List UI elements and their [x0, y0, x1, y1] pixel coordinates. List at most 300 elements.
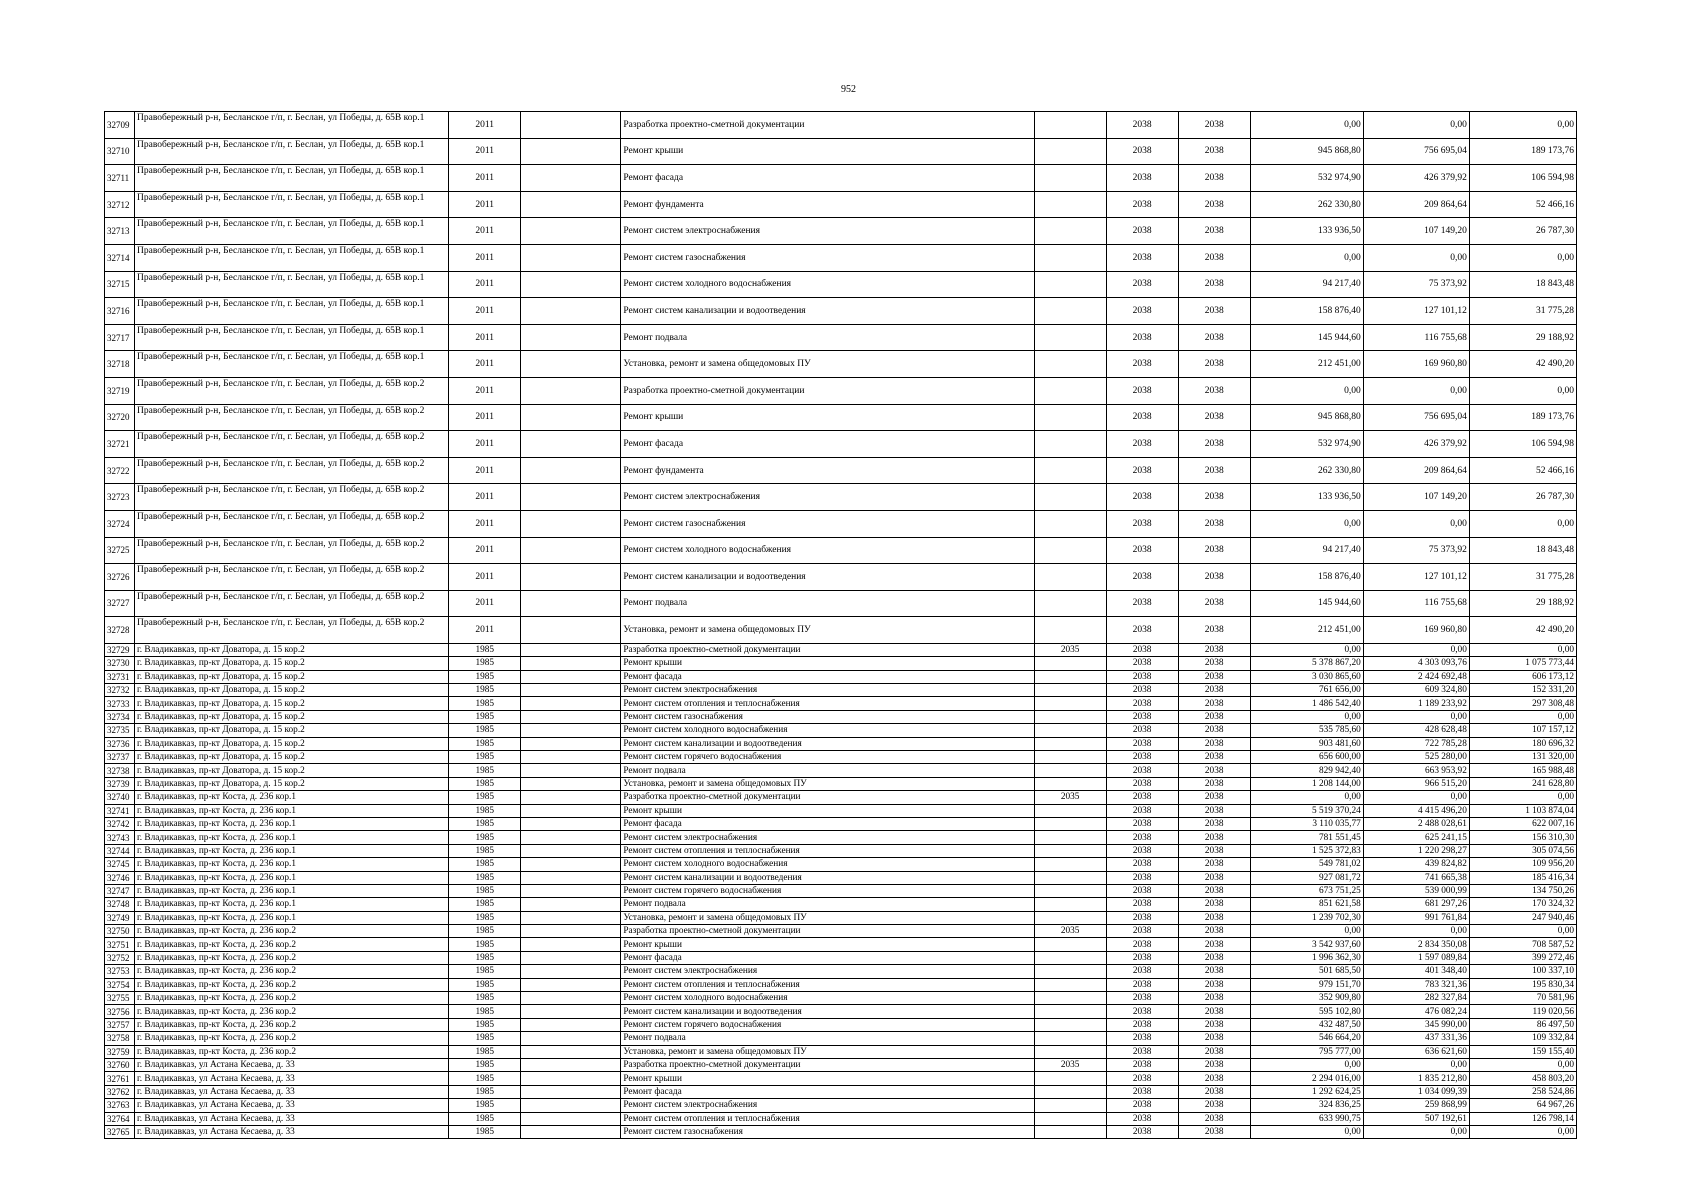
- fund-cost-cell: 0,00: [1363, 925, 1469, 938]
- fund-cost-cell: 756 695,04: [1363, 404, 1469, 431]
- end-year-cell: 2038: [1178, 751, 1250, 764]
- owners-cost-cell: 0,00: [1469, 710, 1576, 723]
- owners-cost-cell: 180 696,32: [1469, 737, 1576, 750]
- total-cost-cell: 262 330,80: [1250, 191, 1363, 218]
- end-year-cell: 2038: [1178, 697, 1250, 710]
- year-built-cell: 1985: [449, 737, 521, 750]
- start-year-cell: 2038: [1106, 978, 1178, 991]
- year-built-cell: 2011: [449, 537, 521, 564]
- work-type-cell: Ремонт систем газоснабжения: [621, 710, 1034, 723]
- fund-cost-cell: 127 101,12: [1363, 298, 1469, 325]
- repair-schedule-table: [104, 111, 1577, 1139]
- row-id: 32757: [105, 1018, 135, 1031]
- table-row: [105, 791, 1577, 804]
- table-row: [105, 404, 1577, 431]
- table-row: [105, 324, 1577, 351]
- total-cost-cell: 1 486 542,40: [1250, 697, 1363, 710]
- fund-cost-cell: 282 327,84: [1363, 992, 1469, 1005]
- planned-year-cell: [1034, 484, 1106, 511]
- table-row: [105, 898, 1577, 911]
- table-row: [105, 165, 1577, 192]
- start-year-cell: 2038: [1106, 165, 1178, 192]
- owners-cost-cell: 119 020,56: [1469, 1005, 1576, 1018]
- table-row: [105, 191, 1577, 218]
- row-id: 32726: [105, 564, 135, 591]
- address-cell: г. Владикавказ, ул Астана Кесаева, д. 33: [135, 1125, 449, 1138]
- row-id: 32729: [105, 643, 135, 656]
- work-type-cell: Ремонт систем газоснабжения: [621, 1125, 1034, 1138]
- empty-cell: [521, 1032, 621, 1045]
- table-row: [105, 965, 1577, 978]
- total-cost-cell: 158 876,40: [1250, 298, 1363, 325]
- work-type-cell: Ремонт систем холодного водоснабжения: [621, 537, 1034, 564]
- work-type-cell: Ремонт крыши: [621, 938, 1034, 951]
- row-id: 32752: [105, 951, 135, 964]
- owners-cost-cell: 159 155,40: [1469, 1045, 1576, 1058]
- year-built-cell: 1985: [449, 978, 521, 991]
- empty-cell: [521, 657, 621, 670]
- row-id: 32715: [105, 271, 135, 298]
- work-type-cell: Ремонт крыши: [621, 138, 1034, 165]
- empty-cell: [521, 271, 621, 298]
- table-row: [105, 978, 1577, 991]
- total-cost-cell: 0,00: [1250, 244, 1363, 271]
- work-type-cell: Ремонт систем канализации и водоотведения: [621, 564, 1034, 591]
- end-year-cell: 2038: [1178, 965, 1250, 978]
- address-cell: г. Владикавказ, пр-кт Коста, д. 236 кор.2: [135, 1005, 449, 1018]
- start-year-cell: 2038: [1106, 791, 1178, 804]
- fund-cost-cell: 991 761,84: [1363, 911, 1469, 924]
- fund-cost-cell: 209 864,64: [1363, 191, 1469, 218]
- end-year-cell: 2038: [1178, 844, 1250, 857]
- planned-year-cell: [1034, 1072, 1106, 1085]
- year-built-cell: 2011: [449, 244, 521, 271]
- table-row: [105, 764, 1577, 777]
- owners-cost-cell: 31 775,28: [1469, 564, 1576, 591]
- work-type-cell: Ремонт систем газоснабжения: [621, 510, 1034, 537]
- empty-cell: [521, 951, 621, 964]
- planned-year-cell: [1034, 657, 1106, 670]
- total-cost-cell: 212 451,00: [1250, 351, 1363, 378]
- row-id: 32725: [105, 537, 135, 564]
- start-year-cell: 2038: [1106, 484, 1178, 511]
- owners-cost-cell: 606 173,12: [1469, 670, 1576, 683]
- start-year-cell: 2038: [1106, 191, 1178, 218]
- start-year-cell: 2038: [1106, 112, 1178, 139]
- owners-cost-cell: 42 490,20: [1469, 351, 1576, 378]
- planned-year-cell: [1034, 951, 1106, 964]
- owners-cost-cell: 156 310,30: [1469, 831, 1576, 844]
- start-year-cell: 2038: [1106, 351, 1178, 378]
- owners-cost-cell: 258 524,86: [1469, 1085, 1576, 1098]
- fund-cost-cell: 1 189 233,92: [1363, 697, 1469, 710]
- year-built-cell: 1985: [449, 1005, 521, 1018]
- address-cell: г. Владикавказ, пр-кт Доватора, д. 15 кор.2: [135, 737, 449, 750]
- end-year-cell: 2038: [1178, 724, 1250, 737]
- end-year-cell: 2038: [1178, 804, 1250, 817]
- planned-year-cell: [1034, 710, 1106, 723]
- owners-cost-cell: 18 843,48: [1469, 271, 1576, 298]
- planned-year-cell: [1034, 804, 1106, 817]
- table-row: [105, 925, 1577, 938]
- planned-year-cell: [1034, 844, 1106, 857]
- empty-cell: [521, 858, 621, 871]
- empty-cell: [521, 377, 621, 404]
- address-cell: г. Владикавказ, ул Астана Кесаева, д. 33: [135, 1072, 449, 1085]
- planned-year-cell: [1034, 617, 1106, 644]
- row-id: 32728: [105, 617, 135, 644]
- start-year-cell: 2038: [1106, 1085, 1178, 1098]
- empty-cell: [521, 1005, 621, 1018]
- planned-year-cell: [1034, 858, 1106, 871]
- year-built-cell: 1985: [449, 791, 521, 804]
- address-cell: Правобережный р-н, Бесланское г/п, г. Беслан, ул Победы, д. 65В кор.2: [135, 457, 449, 484]
- empty-cell: [521, 510, 621, 537]
- year-built-cell: 1985: [449, 1045, 521, 1058]
- address-cell: г. Владикавказ, пр-кт Коста, д. 236 кор.2: [135, 1045, 449, 1058]
- total-cost-cell: 158 876,40: [1250, 564, 1363, 591]
- planned-year-cell: [1034, 817, 1106, 830]
- fund-cost-cell: 476 082,24: [1363, 1005, 1469, 1018]
- work-type-cell: Ремонт фасада: [621, 670, 1034, 683]
- end-year-cell: 2038: [1178, 925, 1250, 938]
- total-cost-cell: 0,00: [1250, 1058, 1363, 1071]
- year-built-cell: 1985: [449, 710, 521, 723]
- table-row: [105, 537, 1577, 564]
- end-year-cell: 2038: [1178, 324, 1250, 351]
- planned-year-cell: [1034, 1045, 1106, 1058]
- table-row: [105, 871, 1577, 884]
- owners-cost-cell: 52 466,16: [1469, 191, 1576, 218]
- year-built-cell: 2011: [449, 564, 521, 591]
- end-year-cell: 2038: [1178, 657, 1250, 670]
- owners-cost-cell: 100 337,10: [1469, 965, 1576, 978]
- total-cost-cell: 324 836,25: [1250, 1099, 1363, 1112]
- address-cell: Правобережный р-н, Бесланское г/п, г. Беслан, ул Победы, д. 65В кор.1: [135, 351, 449, 378]
- table-row: [105, 724, 1577, 737]
- empty-cell: [521, 777, 621, 790]
- start-year-cell: 2038: [1106, 764, 1178, 777]
- empty-cell: [521, 244, 621, 271]
- work-type-cell: Ремонт фасада: [621, 165, 1034, 192]
- empty-cell: [521, 817, 621, 830]
- work-type-cell: Разработка проектно-сметной документации: [621, 643, 1034, 656]
- address-cell: г. Владикавказ, ул Астана Кесаева, д. 33: [135, 1085, 449, 1098]
- total-cost-cell: 656 600,00: [1250, 751, 1363, 764]
- owners-cost-cell: 1 103 874,04: [1469, 804, 1576, 817]
- owners-cost-cell: 622 007,16: [1469, 817, 1576, 830]
- empty-cell: [521, 457, 621, 484]
- owners-cost-cell: 0,00: [1469, 244, 1576, 271]
- total-cost-cell: 546 664,20: [1250, 1032, 1363, 1045]
- row-id: 32745: [105, 858, 135, 871]
- fund-cost-cell: 75 373,92: [1363, 537, 1469, 564]
- year-built-cell: 2011: [449, 191, 521, 218]
- row-id: 32713: [105, 218, 135, 245]
- total-cost-cell: 501 685,50: [1250, 965, 1363, 978]
- table-row: [105, 697, 1577, 710]
- fund-cost-cell: 609 324,80: [1363, 684, 1469, 697]
- table-row: [105, 777, 1577, 790]
- address-cell: Правобережный р-н, Бесланское г/п, г. Беслан, ул Победы, д. 65В кор.2: [135, 617, 449, 644]
- fund-cost-cell: 966 515,20: [1363, 777, 1469, 790]
- row-id: 32718: [105, 351, 135, 378]
- start-year-cell: 2038: [1106, 992, 1178, 1005]
- work-type-cell: Установка, ремонт и замена общедомовых ПУ: [621, 617, 1034, 644]
- owners-cost-cell: 126 798,14: [1469, 1112, 1576, 1125]
- address-cell: г. Владикавказ, пр-кт Коста, д. 236 кор.2: [135, 1018, 449, 1031]
- work-type-cell: Ремонт систем отопления и теплоснабжения: [621, 697, 1034, 710]
- address-cell: Правобережный р-н, Бесланское г/п, г. Беслан, ул Победы, д. 65В кор.1: [135, 324, 449, 351]
- start-year-cell: 2038: [1106, 564, 1178, 591]
- row-id: 32751: [105, 938, 135, 951]
- end-year-cell: 2038: [1178, 898, 1250, 911]
- end-year-cell: 2038: [1178, 377, 1250, 404]
- table-row: [105, 710, 1577, 723]
- total-cost-cell: 795 777,00: [1250, 1045, 1363, 1058]
- owners-cost-cell: 458 803,20: [1469, 1072, 1576, 1085]
- row-id: 32727: [105, 590, 135, 617]
- address-cell: Правобережный р-н, Бесланское г/п, г. Беслан, ул Победы, д. 65В кор.2: [135, 484, 449, 511]
- empty-cell: [521, 737, 621, 750]
- total-cost-cell: 212 451,00: [1250, 617, 1363, 644]
- owners-cost-cell: 109 332,84: [1469, 1032, 1576, 1045]
- year-built-cell: 1985: [449, 1099, 521, 1112]
- end-year-cell: 2038: [1178, 431, 1250, 458]
- owners-cost-cell: 241 628,80: [1469, 777, 1576, 790]
- fund-cost-cell: 437 331,36: [1363, 1032, 1469, 1045]
- planned-year-cell: 2035: [1034, 925, 1106, 938]
- fund-cost-cell: 636 621,60: [1363, 1045, 1469, 1058]
- total-cost-cell: 1 208 144,00: [1250, 777, 1363, 790]
- year-built-cell: 1985: [449, 777, 521, 790]
- planned-year-cell: [1034, 165, 1106, 192]
- start-year-cell: 2038: [1106, 298, 1178, 325]
- year-built-cell: 1985: [449, 751, 521, 764]
- address-cell: г. Владикавказ, пр-кт Коста, д. 236 кор.1: [135, 817, 449, 830]
- table-row: [105, 670, 1577, 683]
- page-number: 952: [841, 84, 856, 95]
- fund-cost-cell: 2 488 028,61: [1363, 817, 1469, 830]
- address-cell: г. Владикавказ, пр-кт Коста, д. 236 кор.1: [135, 844, 449, 857]
- address-cell: Правобережный р-н, Бесланское г/п, г. Беслан, ул Победы, д. 65В кор.1: [135, 112, 449, 139]
- work-type-cell: Ремонт подвала: [621, 898, 1034, 911]
- work-type-cell: Ремонт систем электроснабжения: [621, 218, 1034, 245]
- address-cell: г. Владикавказ, пр-кт Коста, д. 236 кор.2: [135, 992, 449, 1005]
- end-year-cell: 2038: [1178, 218, 1250, 245]
- end-year-cell: 2038: [1178, 817, 1250, 830]
- fund-cost-cell: 0,00: [1363, 112, 1469, 139]
- fund-cost-cell: 507 192,61: [1363, 1112, 1469, 1125]
- year-built-cell: 1985: [449, 844, 521, 857]
- row-id: 32723: [105, 484, 135, 511]
- planned-year-cell: [1034, 764, 1106, 777]
- address-cell: Правобережный р-н, Бесланское г/п, г. Беслан, ул Победы, д. 65В кор.1: [135, 191, 449, 218]
- row-id: 32741: [105, 804, 135, 817]
- start-year-cell: 2038: [1106, 951, 1178, 964]
- total-cost-cell: 145 944,60: [1250, 590, 1363, 617]
- row-id: 32765: [105, 1125, 135, 1138]
- address-cell: г. Владикавказ, пр-кт Доватора, д. 15 кор.2: [135, 751, 449, 764]
- year-built-cell: 1985: [449, 1032, 521, 1045]
- start-year-cell: 2038: [1106, 271, 1178, 298]
- planned-year-cell: [1034, 898, 1106, 911]
- table-row: [105, 911, 1577, 924]
- end-year-cell: 2038: [1178, 1085, 1250, 1098]
- work-type-cell: Ремонт систем канализации и водоотведения: [621, 871, 1034, 884]
- start-year-cell: 2038: [1106, 244, 1178, 271]
- work-type-cell: Ремонт систем горячего водоснабжения: [621, 884, 1034, 897]
- start-year-cell: 2038: [1106, 1072, 1178, 1085]
- start-year-cell: 2038: [1106, 710, 1178, 723]
- row-id: 32722: [105, 457, 135, 484]
- address-cell: г. Владикавказ, пр-кт Коста, д. 236 кор.2: [135, 978, 449, 991]
- end-year-cell: 2038: [1178, 617, 1250, 644]
- start-year-cell: 2038: [1106, 938, 1178, 951]
- owners-cost-cell: 170 324,32: [1469, 898, 1576, 911]
- start-year-cell: 2038: [1106, 324, 1178, 351]
- table-row: [105, 484, 1577, 511]
- end-year-cell: 2038: [1178, 858, 1250, 871]
- fund-cost-cell: 0,00: [1363, 510, 1469, 537]
- year-built-cell: 1985: [449, 724, 521, 737]
- empty-cell: [521, 537, 621, 564]
- owners-cost-cell: 195 830,34: [1469, 978, 1576, 991]
- address-cell: г. Владикавказ, пр-кт Доватора, д. 15 кор.2: [135, 657, 449, 670]
- owners-cost-cell: 134 750,26: [1469, 884, 1576, 897]
- start-year-cell: 2038: [1106, 1045, 1178, 1058]
- planned-year-cell: 2035: [1034, 791, 1106, 804]
- row-id: 32733: [105, 697, 135, 710]
- row-id: 32737: [105, 751, 135, 764]
- year-built-cell: 2011: [449, 165, 521, 192]
- work-type-cell: Ремонт фасада: [621, 951, 1034, 964]
- empty-cell: [521, 1045, 621, 1058]
- year-built-cell: 2011: [449, 404, 521, 431]
- owners-cost-cell: 185 416,34: [1469, 871, 1576, 884]
- total-cost-cell: 0,00: [1250, 925, 1363, 938]
- start-year-cell: 2038: [1106, 1032, 1178, 1045]
- total-cost-cell: 979 151,70: [1250, 978, 1363, 991]
- planned-year-cell: [1034, 244, 1106, 271]
- row-id: 32739: [105, 777, 135, 790]
- empty-cell: [521, 431, 621, 458]
- planned-year-cell: 2035: [1034, 643, 1106, 656]
- end-year-cell: 2038: [1178, 884, 1250, 897]
- year-built-cell: 2011: [449, 298, 521, 325]
- start-year-cell: 2038: [1106, 1058, 1178, 1071]
- end-year-cell: 2038: [1178, 992, 1250, 1005]
- total-cost-cell: 829 942,40: [1250, 764, 1363, 777]
- row-id: 32711: [105, 165, 135, 192]
- empty-cell: [521, 898, 621, 911]
- row-id: 32760: [105, 1058, 135, 1071]
- year-built-cell: 1985: [449, 898, 521, 911]
- address-cell: г. Владикавказ, ул Астана Кесаева, д. 33: [135, 1099, 449, 1112]
- year-built-cell: 1985: [449, 697, 521, 710]
- address-cell: Правобережный р-н, Бесланское г/п, г. Беслан, ул Победы, д. 65В кор.1: [135, 271, 449, 298]
- table-row: [105, 1112, 1577, 1125]
- planned-year-cell: [1034, 404, 1106, 431]
- planned-year-cell: [1034, 992, 1106, 1005]
- row-id: 32720: [105, 404, 135, 431]
- year-built-cell: 2011: [449, 324, 521, 351]
- planned-year-cell: [1034, 737, 1106, 750]
- address-cell: г. Владикавказ, пр-кт Коста, д. 236 кор.1: [135, 911, 449, 924]
- fund-cost-cell: 116 755,68: [1363, 324, 1469, 351]
- fund-cost-cell: 345 990,00: [1363, 1018, 1469, 1031]
- total-cost-cell: 3 030 865,60: [1250, 670, 1363, 683]
- start-year-cell: 2038: [1106, 777, 1178, 790]
- planned-year-cell: [1034, 138, 1106, 165]
- address-cell: г. Владикавказ, пр-кт Доватора, д. 15 кор.2: [135, 643, 449, 656]
- table-row: [105, 951, 1577, 964]
- owners-cost-cell: 708 587,52: [1469, 938, 1576, 951]
- end-year-cell: 2038: [1178, 484, 1250, 511]
- year-built-cell: 2011: [449, 457, 521, 484]
- empty-cell: [521, 1085, 621, 1098]
- empty-cell: [521, 804, 621, 817]
- empty-cell: [521, 670, 621, 683]
- table-row: [105, 737, 1577, 750]
- address-cell: Правобережный р-н, Бесланское г/п, г. Беслан, ул Победы, д. 65В кор.2: [135, 510, 449, 537]
- owners-cost-cell: 106 594,98: [1469, 165, 1576, 192]
- end-year-cell: 2038: [1178, 351, 1250, 378]
- total-cost-cell: 94 217,40: [1250, 271, 1363, 298]
- table-row: [105, 1045, 1577, 1058]
- address-cell: г. Владикавказ, пр-кт Доватора, д. 15 кор.2: [135, 670, 449, 683]
- year-built-cell: 2011: [449, 138, 521, 165]
- row-id: 32738: [105, 764, 135, 777]
- table-row: [105, 1005, 1577, 1018]
- row-id: 32749: [105, 911, 135, 924]
- work-type-cell: Ремонт систем холодного водоснабжения: [621, 271, 1034, 298]
- year-built-cell: 1985: [449, 643, 521, 656]
- fund-cost-cell: 428 628,48: [1363, 724, 1469, 737]
- total-cost-cell: 5 378 867,20: [1250, 657, 1363, 670]
- work-type-cell: Ремонт фасада: [621, 431, 1034, 458]
- start-year-cell: 2038: [1106, 858, 1178, 871]
- start-year-cell: 2038: [1106, 817, 1178, 830]
- fund-cost-cell: 525 280,00: [1363, 751, 1469, 764]
- start-year-cell: 2038: [1106, 431, 1178, 458]
- total-cost-cell: 5 519 370,24: [1250, 804, 1363, 817]
- fund-cost-cell: 0,00: [1363, 1125, 1469, 1138]
- planned-year-cell: [1034, 1099, 1106, 1112]
- end-year-cell: 2038: [1178, 643, 1250, 656]
- planned-year-cell: [1034, 724, 1106, 737]
- planned-year-cell: [1034, 431, 1106, 458]
- total-cost-cell: 851 621,58: [1250, 898, 1363, 911]
- empty-cell: [521, 590, 621, 617]
- table-row: [105, 377, 1577, 404]
- row-id: 32755: [105, 992, 135, 1005]
- end-year-cell: 2038: [1178, 271, 1250, 298]
- year-built-cell: 1985: [449, 911, 521, 924]
- end-year-cell: 2038: [1178, 938, 1250, 951]
- start-year-cell: 2038: [1106, 1099, 1178, 1112]
- owners-cost-cell: 18 843,48: [1469, 537, 1576, 564]
- planned-year-cell: [1034, 777, 1106, 790]
- owners-cost-cell: 0,00: [1469, 791, 1576, 804]
- work-type-cell: Ремонт систем электроснабжения: [621, 684, 1034, 697]
- work-type-cell: Ремонт систем отопления и теплоснабжения: [621, 844, 1034, 857]
- year-built-cell: 1985: [449, 992, 521, 1005]
- total-cost-cell: 532 974,90: [1250, 165, 1363, 192]
- work-type-cell: Ремонт фасада: [621, 1085, 1034, 1098]
- owners-cost-cell: 106 594,98: [1469, 431, 1576, 458]
- empty-cell: [521, 884, 621, 897]
